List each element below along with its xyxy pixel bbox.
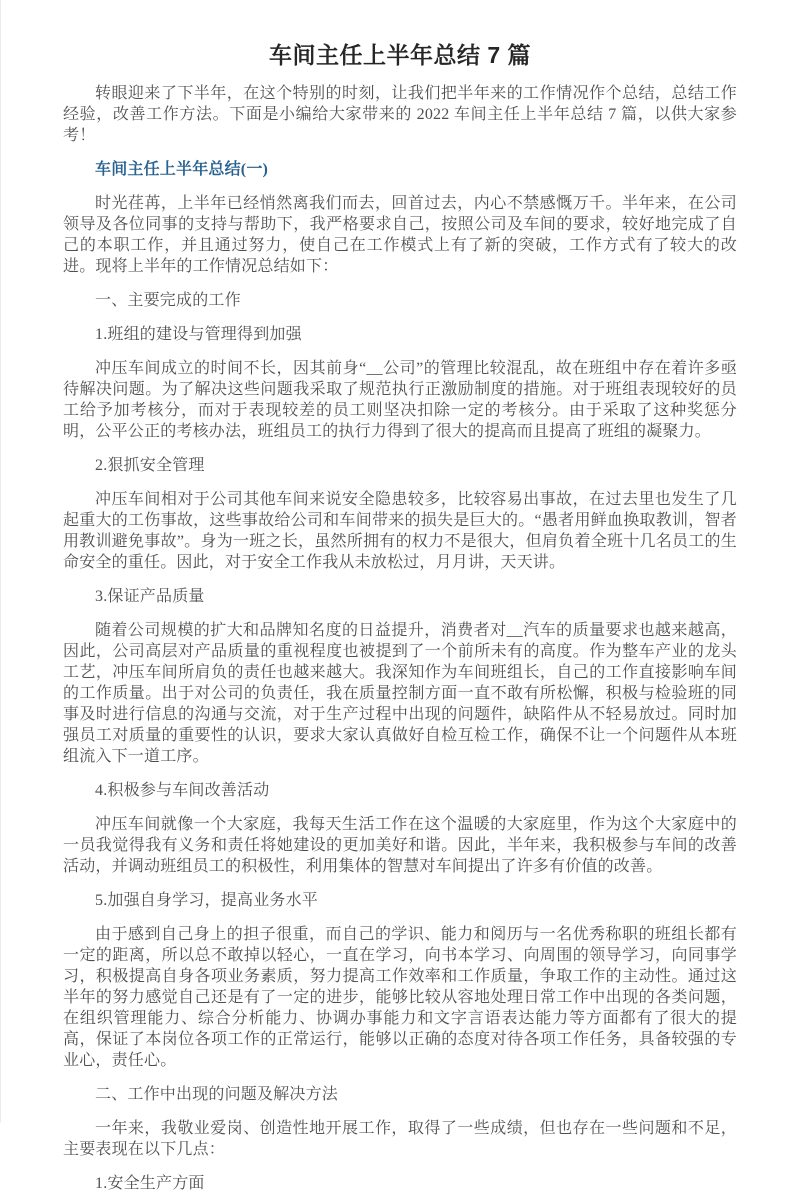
paragraph-safety-management: 冲压车间相对于公司其他车间来说安全隐患较多，比较容易出事故，在过去里也发生了几起重大的工伤事故，这些事故给公司和车间带来的损失是巨大的。“愚者用鲜血换取教训，智者用教训避免事故”。身为一班之长，虽然所拥有的权力不是很大，但肩负着全班十几名员工的生命安全的重任。因此，对于安全工作我从未放松过，月月讲，天天讲。 bbox=[63, 491, 737, 571]
subheading-team-building: 1.班组的建设与管理得到加强 bbox=[95, 326, 302, 343]
paragraph-opening: 时光荏苒，上半年已经悄然离我们而去，回首过去，内心不禁感慨万千。半年来，在公司领导及各位同事的支持与帮助下，我严格要求自己，按照公司及车间的要求，较好地完成了自己的本职工作，并且通过努力，使自己在工作模式上有了新的突破，工作方式有了较大的改进。现将上半年的工作情况总结如下： bbox=[63, 195, 737, 275]
subheading-product-quality: 3.保证产品质量 bbox=[95, 588, 205, 605]
subheading-safety-production: 1.安全生产方面 bbox=[95, 1175, 205, 1192]
section-heading-main-work: 一、主要完成的工作 bbox=[95, 292, 241, 309]
doc-title: 车间主任上半年总结 7 篇 bbox=[268, 42, 532, 68]
paragraph-self-learning: 由于感到自己身上的担子很重，而自己的学识、能力和阅历与一名优秀称职的班组长都有一定的距离，所以总不敢掉以轻心，一直在学习，向书本学习、向周围的领导学习，向同事学习，积极提高自身各项业务素质，努力提高工作效率和工作质量，争取工作的主动性。通过这半年的努力感觉自己还是有了一定的进步，能够比较从容地处理日常工作中出现的各类问题，在组织管理能力、综合分析能力、协调办事能力和文字言语表达能力等方面都有了很大的提高，保证了本岗位各项工作的正常运行，能够以正确的态度对待各项工作任务，具备较强的专业心，责任心。 bbox=[63, 926, 737, 1069]
subheading-improvement-activities: 4.积极参与车间改善活动 bbox=[95, 782, 270, 799]
subheading-safety-management: 2.狠抓安全管理 bbox=[95, 457, 205, 474]
article-1-heading: 车间主任上半年总结(一) bbox=[95, 161, 269, 178]
subheading-self-learning: 5.加强自身学习，提高业务水平 bbox=[95, 892, 319, 909]
document-content bbox=[1, 0, 794, 1194]
section-heading-problems: 二、工作中出现的问题及解决方法 bbox=[95, 1086, 339, 1103]
paragraph-team-building: 冲压车间成立的时间不长，因其前身“__公司”的管理比较混乱，故在班组中存在着许多亟待解决问题。为了解决这些问题我采取了规范执行正激励制度的措施。对于班组表现较好的员工给予加考核分，而对于表现较差的员工则坚决扣除一定的考核分。由于采取了这种奖惩分明，公平公正的考核办法，班组员工的执行力得到了很大的提高而且提高了班组的凝聚力。 bbox=[63, 360, 737, 440]
intro-paragraph: 转眼迎来了下半年，在这个特别的时刻，让我们把半年来的工作情况作个总结，总结工作经验，改善工作方法。下面是小编给大家带来的 2022 车间主任上半年总结 7 篇，以供大家参考！ bbox=[63, 85, 737, 144]
paragraph-improvement-activities: 冲压车间就像一个大家庭，我每天生活工作在这个温暖的大家庭里，作为这个大家庭中的一员我觉得我有义务和责任将她建设的更加美好和谐。因此，半年来，我积极参与车间的改善活动，并调动班组员工的积极性，利用集体的智慧对车间提出了许多有价值的改善。 bbox=[63, 816, 737, 875]
paragraph-problems-intro: 一年来，我敬业爱岗、创造性地开展工作，取得了一些成绩，但也存在一些问题和不足，主要表现在以下几点： bbox=[63, 1120, 737, 1158]
paragraph-product-quality: 随着公司规模的扩大和品牌知名度的日益提升，消费者对__汽车的质量要求也越来越高，因此，公司高层对产品质量的重视程度也被提到了一个前所未有的高度。作为整车产业的龙头工艺，冲压车间所肩负的责任也越来越大。我深知作为车间班组长，自己的工作直接影响车间的工作质量。出于对公司的负责任，我在质量控制方面一直不敢有所松懈，积极与检验班的同事及时进行信息的沟通与交流，对于生产过程中出现的问题件，缺陷件从不轻易放过。同时加强员工对质量的重要性的认识，要求大家认真做好自检互检工作，确保不让一个问题件从本班组流入下一道工序。 bbox=[63, 622, 737, 765]
